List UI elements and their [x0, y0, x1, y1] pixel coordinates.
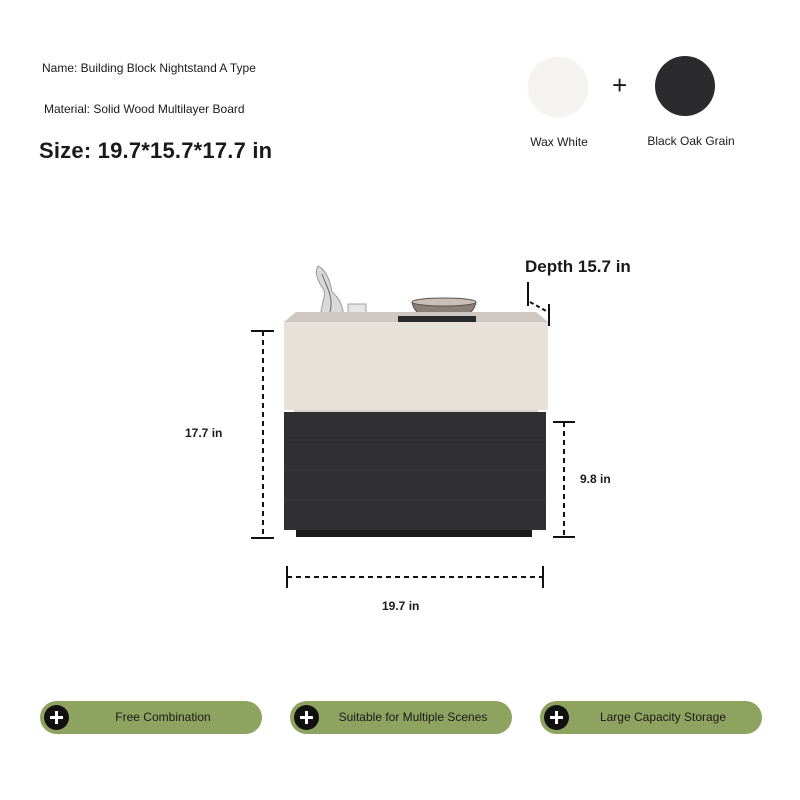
plus-circle-icon: [544, 705, 569, 730]
feature-label: Free Combination: [115, 710, 211, 724]
feature-large-capacity: [540, 701, 762, 734]
width-dimension-line: [287, 566, 543, 588]
product-size: Size: 19.7*15.7*17.7 in: [39, 138, 273, 163]
plus-icon: +: [612, 70, 628, 100]
feature-multiple-scenes: [290, 701, 512, 734]
width-label: 19.7 in: [382, 599, 420, 613]
depth-label: Depth 15.7 in: [525, 257, 631, 276]
color-label-wax-white: Wax White: [530, 135, 588, 149]
product-name: Name: Building Block Nightstand A Type: [42, 61, 256, 75]
lower-drawer-cabinet: [284, 412, 546, 537]
feature-label: Large Capacity Storage: [599, 710, 727, 724]
drawer-height-label: 9.8 in: [580, 472, 611, 486]
color-label-black-oak: Black Oak Grain: [647, 134, 735, 148]
height-label: 17.7 in: [185, 426, 223, 440]
feature-free-combination: [40, 701, 262, 734]
drawer-height-dimension-line: [553, 422, 575, 537]
height-dimension-line: [251, 331, 274, 538]
feature-label: Suitable for Multiple Scenes: [338, 710, 488, 724]
plus-circle-icon: [294, 705, 319, 730]
upper-cabinet: [284, 312, 548, 418]
plus-circle-icon: [44, 705, 69, 730]
product-material: Material: Solid Wood Multilayer Board: [44, 102, 245, 116]
